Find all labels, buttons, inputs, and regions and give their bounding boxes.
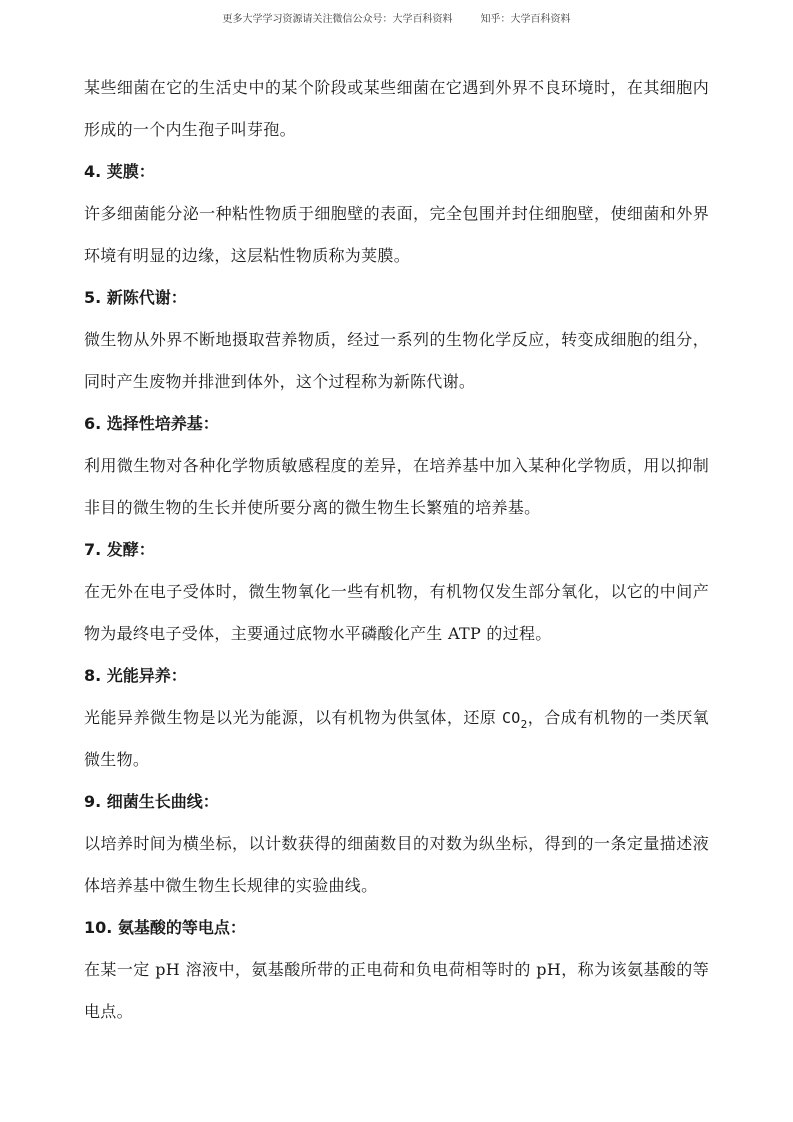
header-right-text: 知乎：大学百科资料 — [480, 14, 571, 25]
paragraph-photoheterotrophy — [84, 697, 709, 781]
paragraph-selective-medium: 利用微生物对各种化学物质敏感程度的差异，在培养基中加入某种化学物质，用以抑制非目的微生物的生长并使所要分离的微生物生长繁殖的培养基。 — [84, 456, 709, 517]
heading-photoheterotrophy: 8. 光能异养： — [84, 666, 187, 685]
paragraph-metabolism: 微生物从外界不断地摄取营养物质，经过一系列的生物化学反应，转变成细胞的组分，同时产生废物并排泄到体外，这个过程称为新陈代谢。 — [84, 330, 709, 391]
co2-formula-main: CO — [501, 709, 521, 727]
co2-formula-subscript: 2 — [520, 718, 528, 731]
paragraph-capsule: 许多细菌能分泌一种粘性物质于细胞壁的表面，完全包围并封住细胞壁，使细菌和外界环境有明显的边缘，这层粘性物质称为荚膜。 — [84, 204, 709, 265]
heading-isoelectric-point: 10. 氨基酸的等电点： — [84, 918, 246, 937]
paragraph-isoelectric-point: 在某一定 pH 溶液中，氨基酸所带的正电荷和负电荷相等时的 pH，称为该氨基酸的等电点。 — [84, 960, 709, 1021]
heading-selective-medium: 6. 选择性培养基： — [84, 414, 219, 433]
heading-fermentation: 7. 发酵： — [84, 540, 155, 559]
paragraph-spore-definition: 某些细菌在它的生活史中的某个阶段或某些细菌在它遇到外界不良环境时，在其细胞内形成的一个内生孢子叫芽孢。 — [84, 78, 709, 139]
heading-capsule: 4. 荚膜： — [84, 162, 155, 181]
heading-growth-curve: 9. 细菌生长曲线： — [84, 792, 219, 811]
document-body — [84, 67, 709, 1033]
page-header — [0, 10, 793, 25]
photoheterotrophy-text-before: 光能异养微生物是以光为能源，以有机物为供氢体，还原 — [84, 708, 502, 727]
header-left-text: 更多大学学习资源请关注微信公众号：大学百科资料 — [222, 14, 453, 25]
heading-metabolism: 5. 新陈代谢： — [84, 288, 187, 307]
paragraph-growth-curve: 以培养时间为横坐标，以计数获得的细菌数目的对数为纵坐标，得到的一条定量描述液体培养基中微生物生长规律的实验曲线。 — [84, 834, 709, 895]
paragraph-fermentation: 在无外在电子受体时，微生物氧化一些有机物，有机物仅发生部分氧化，以它的中间产物为最终电子受体，主要通过底物水平磷酸化产生 ATP 的过程。 — [84, 582, 709, 643]
co2-formula — [501, 709, 528, 731]
photoheterotrophy-text-after: ，合成有机物的一类厌氧微生物。 — [84, 708, 709, 769]
